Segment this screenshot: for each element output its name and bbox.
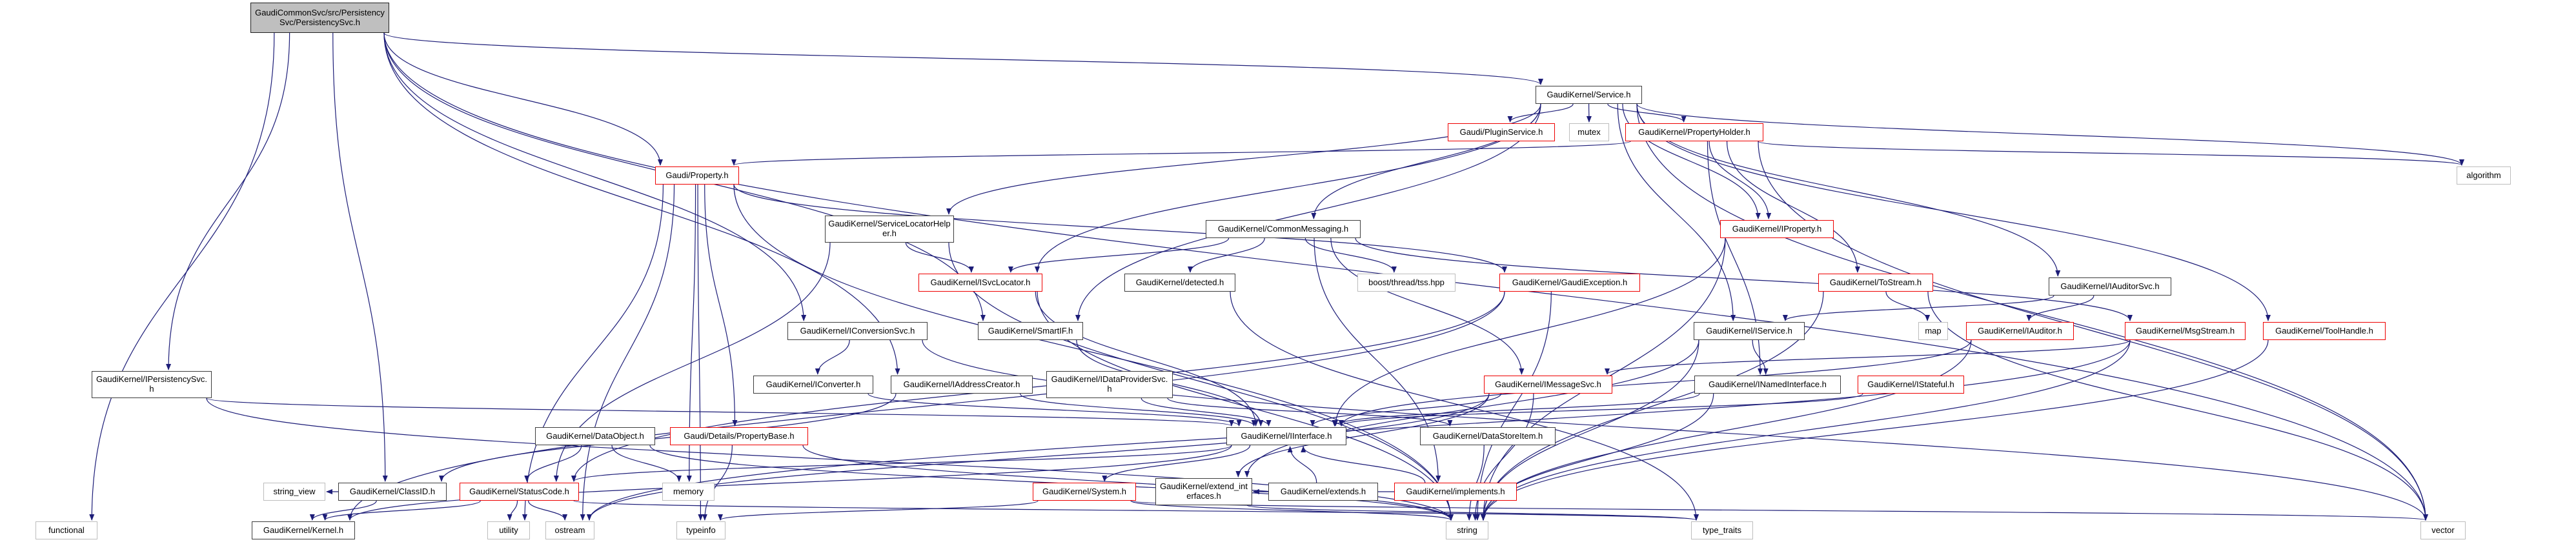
include-edge-root-service: [384, 33, 1541, 85]
graph-node-type_traits: type_traits: [1691, 521, 1753, 539]
include-edge-statuscode-utility: [510, 501, 518, 520]
include-edge-gaudiexception-statuscode: [574, 292, 1505, 481]
graph-node-algorithm: algorithm: [2457, 166, 2511, 185]
include-edge-iconverter-iinterface: [868, 394, 1239, 426]
include-edge-iauditorsvc-iauditor: [2029, 296, 2093, 321]
include-edge-iauditorsvc-iservice: [1785, 296, 2054, 321]
include-edge-inamedinterface-iinterface: [1335, 394, 1699, 426]
include-edge-propertyholder-algorithm: [1758, 141, 2462, 165]
include-edge-toolhandle-string: [1483, 340, 2268, 520]
include-edge-statuscode-kernel_h: [325, 501, 480, 520]
graph-node-iconversionsvc[interactable]: GaudiKernel/IConversionSvc.h: [787, 322, 928, 340]
include-edge-istateful-iinterface: [1341, 394, 1863, 426]
graph-node-implements[interactable]: GaudiKernel/implements.h: [1394, 483, 1517, 501]
graph-node-root[interactable]: GaudiCommonSvc/src/PersistencySvc/PersistencySvc.h: [250, 3, 389, 33]
graph-node-mutex: mutex: [1569, 123, 1609, 141]
include-edge-gaudiproperty-typeinfo: [698, 185, 700, 520]
include-edge-commonmessaging-msgstream: [1355, 238, 2130, 321]
include-edge-imessagesvc-iinterface: [1313, 394, 1501, 426]
graph-node-iauditor[interactable]: GaudiKernel/IAuditor.h: [1966, 322, 2074, 340]
graph-node-classid[interactable]: GaudiKernel/ClassID.h: [338, 483, 447, 501]
graph-node-service[interactable]: GaudiKernel/Service.h: [1536, 86, 1642, 104]
include-edge-iproperty-iinterface: [1335, 238, 1725, 426]
include-edge-iservice-inamedinterface: [1752, 340, 1766, 374]
include-edge-system-typeinfo: [720, 501, 1038, 520]
graph-node-string_view: string_view: [263, 483, 325, 501]
graph-node-idataprovidersvc[interactable]: GaudiKernel/IDataProviderSvc.h: [1046, 371, 1173, 398]
include-edge-dataobject-memory: [612, 445, 679, 481]
graph-node-smartif[interactable]: GaudiKernel/SmartIF.h: [978, 322, 1083, 340]
include-edge-service-propertyholder: [1608, 104, 1684, 122]
include-edge-root-ipersistencysvc: [168, 33, 290, 370]
include-edge-propertyholder-tostream: [1727, 141, 1858, 272]
include-edge-ipersistencysvc-string: [207, 398, 1451, 520]
include-edge-iauditor-string: [1483, 340, 1971, 520]
include-edge-service-slhelper: [949, 104, 1541, 214]
graph-node-vector: vector: [2420, 521, 2466, 539]
graph-node-typeinfo: typeinfo: [676, 521, 725, 539]
graph-node-iservice[interactable]: GaudiKernel/IService.h: [1694, 322, 1805, 340]
graph-node-boosttss: boost/thread/tss.hpp: [1357, 274, 1455, 292]
include-edge-isvclocator-iinterface: [1035, 292, 1255, 426]
graph-node-string: string: [1446, 521, 1488, 539]
graph-node-commonmessaging[interactable]: GaudiKernel/CommonMessaging.h: [1206, 220, 1361, 238]
graph-node-propertybase[interactable]: Gaudi/Details/PropertyBase.h: [670, 427, 808, 445]
graph-node-iinterface[interactable]: GaudiKernel/IInterface.h: [1226, 427, 1346, 445]
include-edge-commonmessaging-boosttss: [1305, 238, 1394, 272]
graph-node-iaddresscreator[interactable]: GaudiKernel/IAddressCreator.h: [891, 376, 1033, 394]
include-edge-service-pluginservice: [1510, 104, 1574, 122]
include-edge-iaddresscreator-iinterface: [1020, 394, 1254, 426]
include-edge-imessagesvc-ostream: [589, 394, 1489, 520]
graph-node-statuscode[interactable]: GaudiKernel/StatusCode.h: [460, 483, 579, 501]
include-edge-statuscode-ostream: [529, 501, 565, 520]
graph-node-tostream[interactable]: GaudiKernel/ToStream.h: [1818, 274, 1933, 292]
include-edge-root-functional: [92, 33, 274, 520]
include-edge-statuscode-type_traits: [574, 501, 1696, 520]
include-edge-iinterface-statuscode: [574, 445, 1232, 481]
include-edge-idataprovidersvc-datastoreitem: [1168, 398, 1450, 426]
include-edge-commonmessaging-imessagesvc: [1331, 238, 1522, 374]
include-edge-msgstream-imessagesvc: [1607, 340, 2130, 374]
graph-node-gaudiexception[interactable]: GaudiKernel/GaudiException.h: [1499, 274, 1640, 292]
graph-node-extend_interfaces[interactable]: GaudiKernel/extend_interfaces.h: [1155, 478, 1252, 505]
include-edge-extends-iinterface: [1290, 447, 1317, 483]
include-edge-gaudiproperty-utility: [525, 185, 663, 520]
include-edge-iservice-extend_interfaces: [1247, 340, 1699, 477]
graph-node-iconverter[interactable]: GaudiKernel/IConverter.h: [753, 376, 873, 394]
graph-node-imessagesvc[interactable]: GaudiKernel/IMessageSvc.h: [1484, 376, 1612, 394]
graph-node-inamedinterface[interactable]: GaudiKernel/INamedInterface.h: [1694, 376, 1841, 394]
include-edge-idataprovidersvc-iinterface: [1141, 398, 1268, 426]
include-edge-iconversionsvc-iconverter: [818, 340, 849, 374]
include-edge-slhelper-isvclocator: [906, 243, 971, 272]
include-edge-service-commonmessaging: [1313, 104, 1541, 219]
graph-node-system[interactable]: GaudiKernel/System.h: [1033, 483, 1136, 501]
include-edge-commonmessaging-isvclocator: [1011, 238, 1229, 272]
include-edge-gaudiproperty-ostream: [583, 185, 674, 520]
graph-node-iproperty[interactable]: GaudiKernel/IProperty.h: [1720, 220, 1834, 238]
include-edge-dataobject-statuscode: [527, 445, 582, 481]
include-edge-inamedinterface-string: [1483, 394, 1714, 520]
include-edge-service-iproperty: [1623, 104, 1758, 219]
include-edge-propertyholder-iproperty: [1709, 141, 1769, 219]
include-edge-root-classid: [333, 33, 385, 481]
include-edge-implements-iinterface: [1303, 447, 1425, 483]
include-edge-gaudiproperty-propertybase: [705, 185, 735, 426]
include-edge-iconversionsvc-vector: [922, 340, 2426, 520]
include-edge-system-vector: [1131, 501, 2426, 520]
include-edge-extend_interfaces-type_traits: [1247, 505, 1696, 520]
graph-node-ostream: ostream: [545, 521, 594, 539]
graph-node-iauditorsvc[interactable]: GaudiKernel/IAuditorSvc.h: [2049, 277, 2171, 296]
include-edge-iinterface-system: [1104, 445, 1250, 481]
graph-node-istateful[interactable]: GaudiKernel/IStateful.h: [1858, 376, 1964, 394]
graph-node-kernel_h[interactable]: GaudiKernel/Kernel.h: [252, 521, 355, 539]
graph-node-propertyholder[interactable]: GaudiKernel/PropertyHolder.h: [1625, 123, 1763, 141]
graph-node-pluginservice[interactable]: Gaudi/PluginService.h: [1448, 123, 1555, 141]
graph-node-toolhandle[interactable]: GaudiKernel/ToolHandle.h: [2263, 322, 2386, 340]
graph-node-detected[interactable]: GaudiKernel/detected.h: [1124, 274, 1235, 292]
include-edge-msgstream-string: [1483, 340, 2130, 520]
graph-node-ipersistencysvc[interactable]: GaudiKernel/IPersistencySvc.h: [92, 371, 212, 398]
graph-node-datastoreitem[interactable]: GaudiKernel/DataStoreItem.h: [1420, 427, 1556, 445]
graph-node-gaudiproperty[interactable]: Gaudi/Property.h: [655, 166, 739, 185]
graph-node-extends[interactable]: GaudiKernel/extends.h: [1268, 483, 1378, 501]
include-edge-commonmessaging-detected: [1190, 238, 1264, 272]
include-edge-propertyholder-gaudiproperty: [734, 141, 1630, 165]
graph-node-dataobject[interactable]: GaudiKernel/DataObject.h: [535, 427, 655, 445]
graph-node-memory: memory: [662, 483, 715, 501]
graph-node-utility: utility: [487, 521, 530, 539]
graph-node-slhelper[interactable]: GaudiKernel/ServiceLocatorHelper.h: [825, 216, 954, 243]
include-edge-slhelper-statuscode: [556, 243, 830, 481]
graph-node-isvclocator[interactable]: GaudiKernel/ISvcLocator.h: [918, 274, 1042, 292]
include-edge-root-iconversionsvc: [384, 33, 804, 321]
include-edge-imessagesvc-string: [1476, 394, 1534, 520]
include-edge-root-gaudiproperty: [384, 33, 660, 165]
graph-node-map: map: [1918, 322, 1948, 340]
include-edge-tostream-map: [1886, 292, 1927, 321]
graph-node-msgstream[interactable]: GaudiKernel/MsgStream.h: [2125, 322, 2246, 340]
graph-node-functional: functional: [35, 521, 97, 539]
include-edge-classid-kernel_h: [312, 501, 376, 520]
include-edge-service-vector: [1637, 104, 2426, 520]
include-edge-ipersistencysvc-iinterface: [207, 398, 1232, 426]
include-edge-iaddresscreator-classid: [441, 394, 896, 481]
